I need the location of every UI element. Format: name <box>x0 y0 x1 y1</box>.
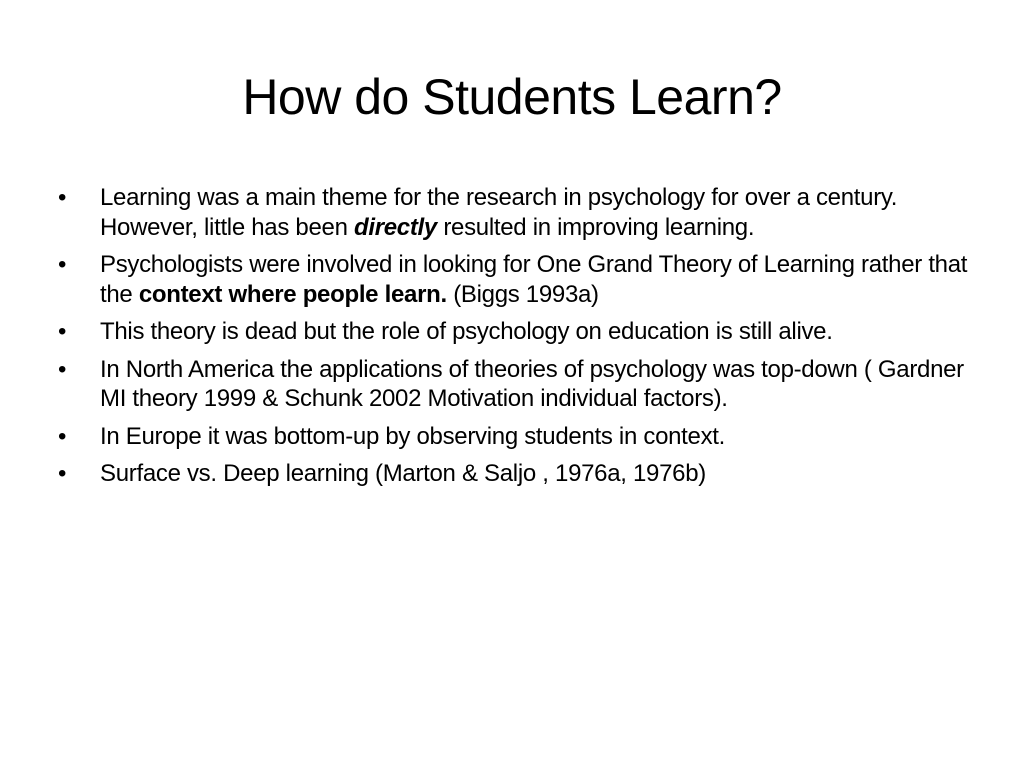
bullet-text: In Europe it was bottom-up by observing students in context. <box>100 422 726 450</box>
bullet-icon: • <box>58 184 67 211</box>
bullet-text: Surface vs. Deep learning (Marton & Saljo , 1976a, 1976b) <box>100 460 706 487</box>
bullet-icon: • <box>58 355 67 383</box>
bullet-item <box>58 459 978 489</box>
bullet-icon: • <box>58 318 67 345</box>
bullet-text: In North America the applications of theories of psychology was top-down ( Gardner MI theory 1999 & Schunk 2002 Motivation individual factors). <box>100 355 964 412</box>
bullet-item <box>58 250 978 309</box>
bullet-text-segment: resulted in improving learning. <box>436 213 755 241</box>
bullet-text-segment: Psychologists were involved in looking for One Grand Theory of Learning rather that the <box>100 251 968 308</box>
bullet-text <box>100 251 967 308</box>
bullet-item <box>58 422 978 452</box>
bullet-text-segment: Learning was a main theme for the research in psychology for over a century. However, little has been <box>100 184 898 241</box>
slide-title: How do Students Learn? <box>242 69 782 125</box>
bullet-text: This theory is dead but the role of psychology on education is still alive. <box>100 318 833 345</box>
bullet-text-segment: (Biggs 1993a) <box>446 280 599 308</box>
bullet-icon: • <box>58 251 67 278</box>
bullet-item <box>58 183 978 242</box>
bullet-text <box>100 184 897 241</box>
emphasis-text: directly <box>353 213 437 241</box>
emphasis-text: context where people learn. <box>138 280 447 308</box>
bullet-item <box>58 317 978 347</box>
bullet-icon: • <box>58 422 67 450</box>
bullet-list <box>58 183 978 497</box>
bullet-item <box>58 355 978 414</box>
bullet-icon: • <box>58 460 67 487</box>
